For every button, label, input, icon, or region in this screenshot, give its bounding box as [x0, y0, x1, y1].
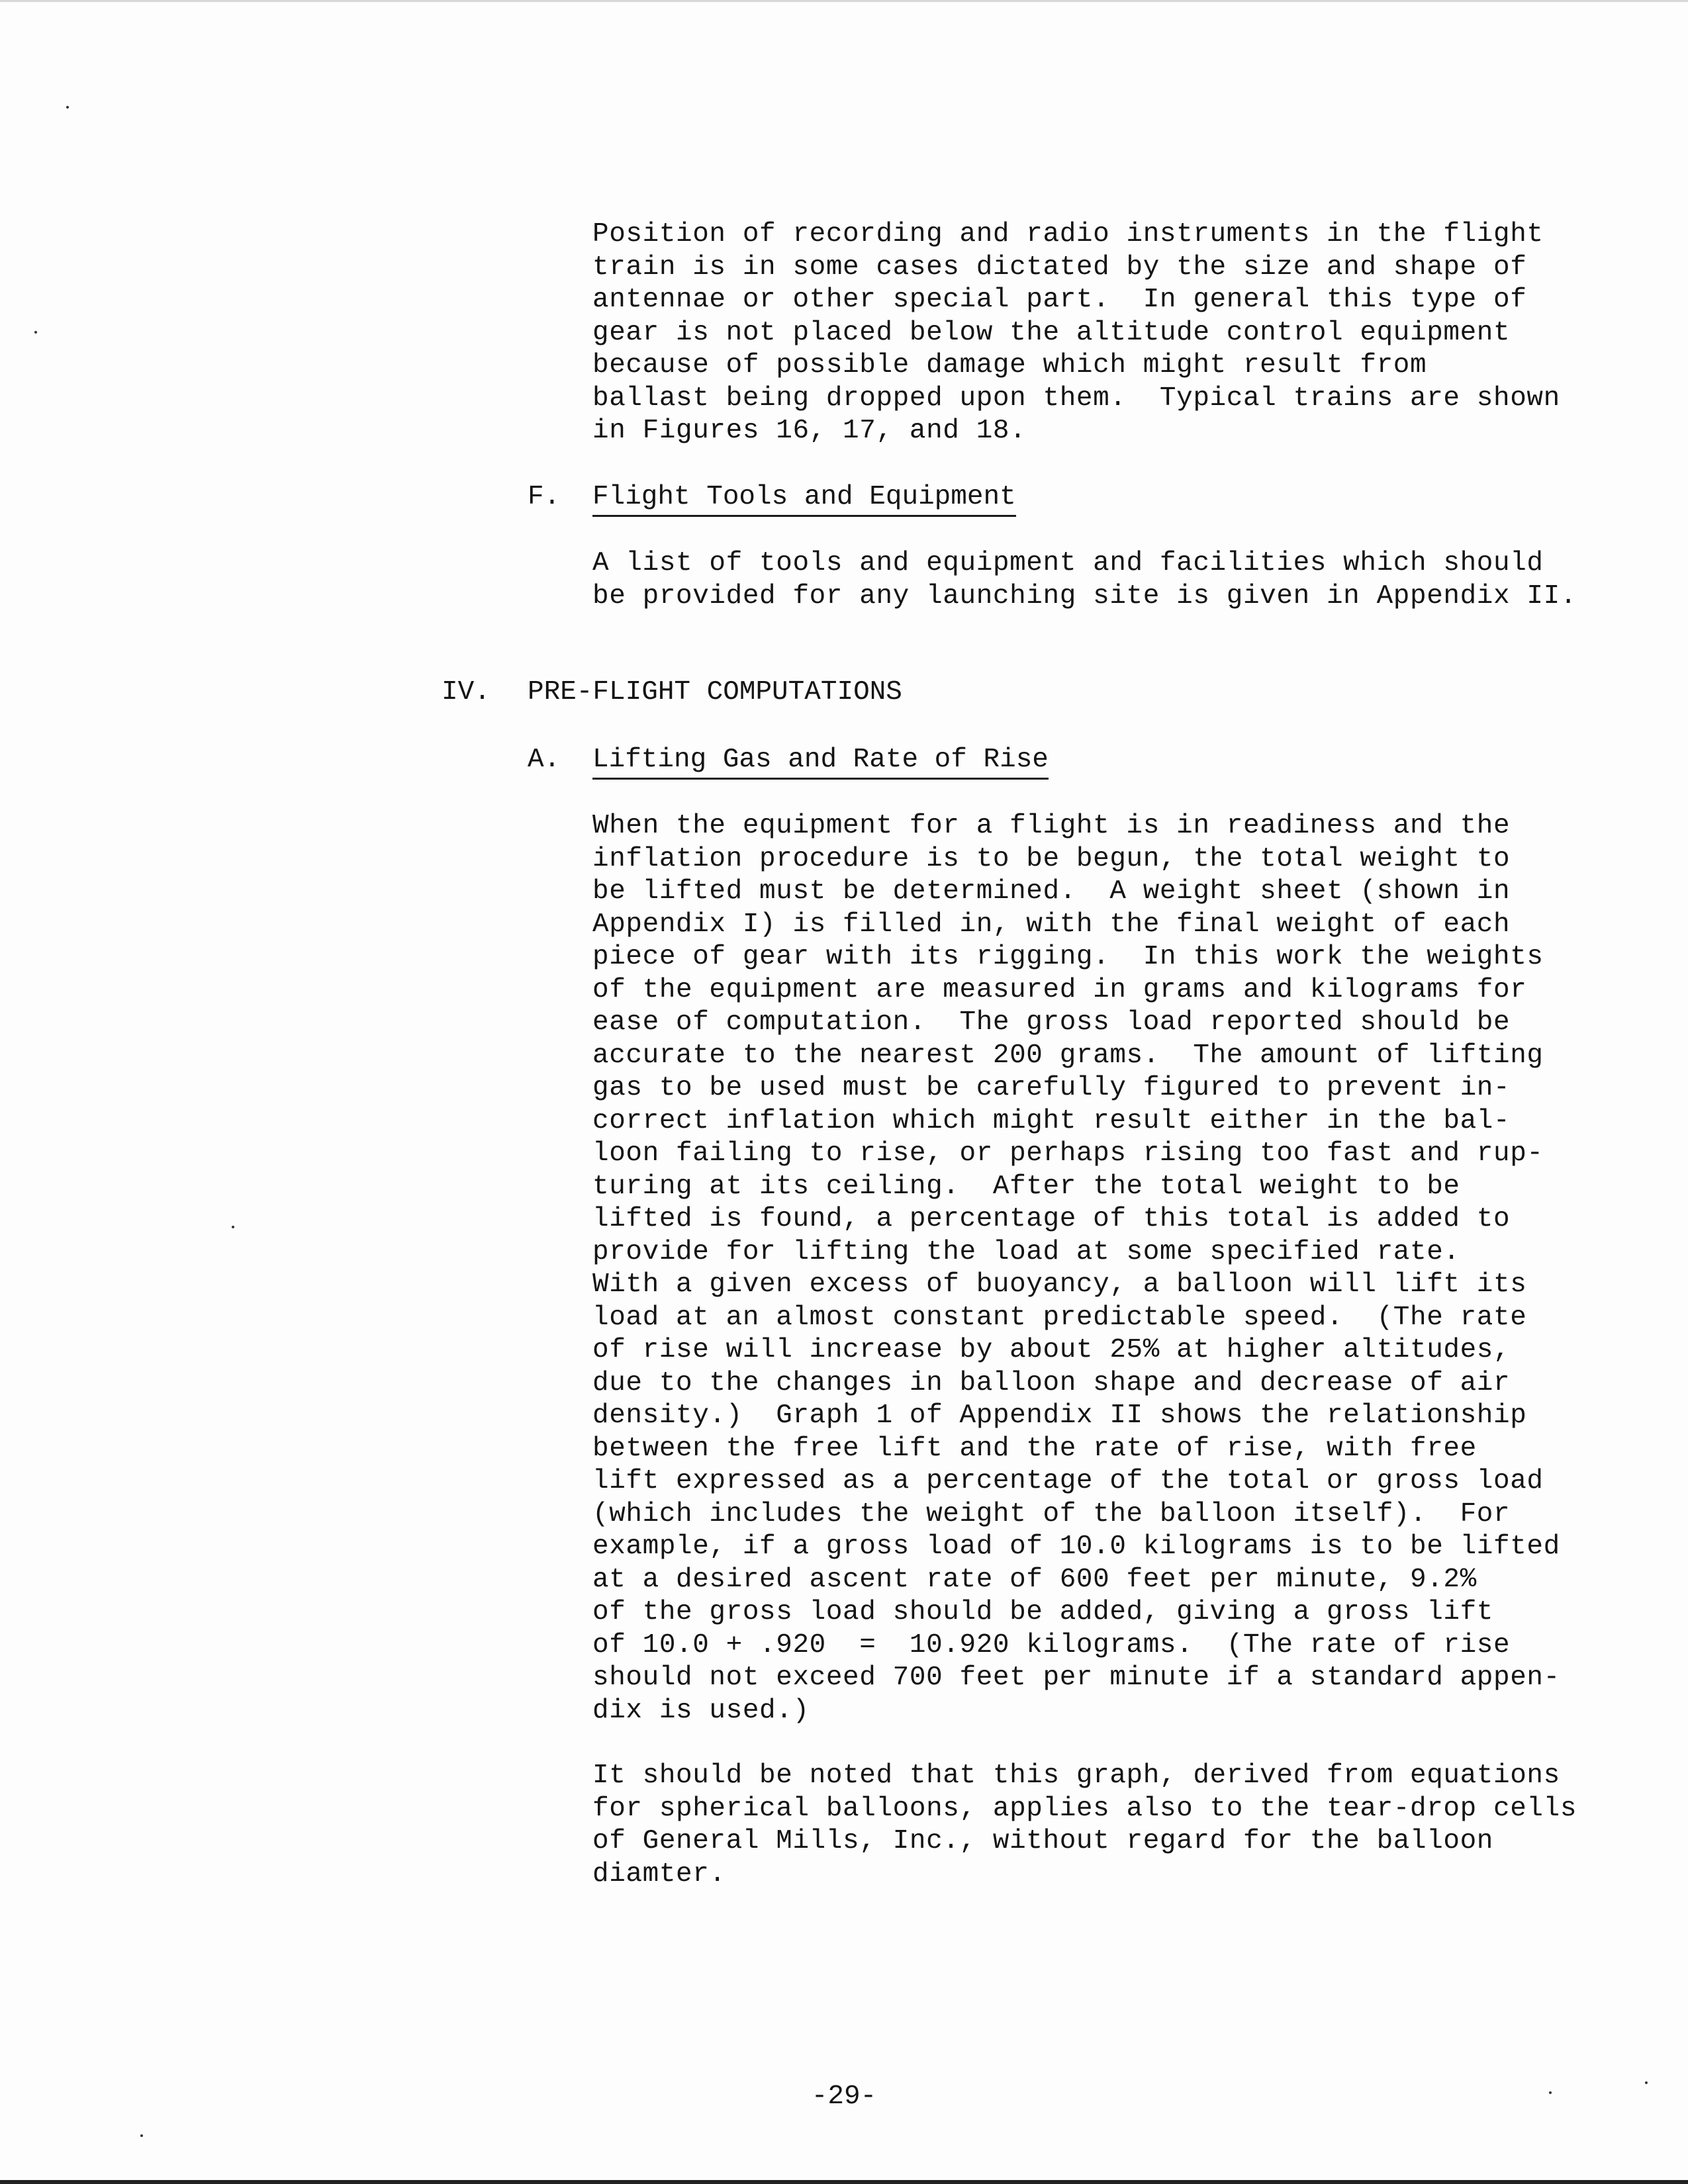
section-f-paragraph [592, 547, 1652, 613]
text-line: be provided for any launching site is given in Appendix II. [592, 580, 1577, 612]
scan-top-edge [0, 0, 1688, 2]
text-line: inflation procedure is to be begun, the total weight to [592, 843, 1511, 874]
text-line: dix is used.) [592, 1695, 810, 1726]
text-line: due to the changes in balloon shape and decrease of air [592, 1367, 1511, 1398]
text-line: of rise will increase by about 25% at higher altitudes, [592, 1335, 1511, 1365]
section-iv-title: PRE-FLIGHT COMPUTATIONS [528, 677, 902, 707]
intro-paragraph [592, 218, 1652, 448]
text-line: It should be noted that this graph, derived from equations [592, 1760, 1560, 1791]
page-number: -29- [811, 2081, 877, 2112]
text-line: of General Mills, Inc., without regard for the balloon [592, 1826, 1494, 1856]
scan-speck [1645, 2081, 1648, 2084]
text-line: (which includes the weight of the balloon itself). For [592, 1498, 1511, 1529]
scan-speck [34, 331, 37, 334]
text-line: antennae or other special part. In general this type of [592, 285, 1527, 315]
text-line: turing at its ceiling. After the total weight to be [592, 1171, 1460, 1202]
text-line: Position of recording and radio instruments in the flight [592, 219, 1544, 250]
scan-speck [66, 106, 69, 109]
section-a-title: Lifting Gas and Rate of Rise [592, 744, 1049, 780]
text-line: loon failing to rise, or perhaps rising too fast and rup- [592, 1138, 1544, 1169]
text-line: lifted is found, a percentage of this total is added to [592, 1204, 1511, 1234]
text-line: Appendix I) is filled in, with the final weight of each [592, 909, 1511, 940]
text-line: When the equipment for a flight is in readiness and the [592, 811, 1511, 841]
section-a-paragraph-1 [592, 810, 1652, 1727]
section-f-title: Flight Tools and Equipment [592, 481, 1016, 517]
text-line: should not exceed 700 feet per minute if a standard appen- [592, 1662, 1560, 1693]
text-line: density.) Graph 1 of Appendix II shows the relationship [592, 1400, 1527, 1431]
scan-bottom-edge [0, 2180, 1688, 2184]
scan-speck [232, 1226, 234, 1228]
text-line: at a desired ascent rate of 600 feet per minute, 9.2% [592, 1564, 1477, 1595]
text-line: gear is not placed below the altitude control equipment [592, 317, 1511, 348]
text-line: for spherical balloons, applies also to the tear-drop cells [592, 1793, 1577, 1824]
scan-speck [140, 2134, 143, 2137]
text-line: example, if a gross load of 10.0 kilograms is to be lifted [592, 1531, 1560, 1562]
text-line: train is in some cases dictated by the size and shape of [592, 251, 1527, 283]
text-line: correct inflation which might result either in the bal- [592, 1105, 1511, 1136]
text-line: diamter. [592, 1858, 726, 1889]
text-line: ballast being dropped upon them. Typical trains are shown [592, 383, 1560, 414]
text-line: accurate to the nearest 200 grams. The amount of lifting [592, 1040, 1544, 1071]
section-a-paragraph-2 [592, 1760, 1652, 1891]
text-line: between the free lift and the rate of rise, with free [592, 1433, 1477, 1464]
text-line: of the equipment are measured in grams and kilograms for [592, 974, 1527, 1005]
text-line: ease of computation. The gross load reported should be [592, 1007, 1511, 1038]
text-line: With a given excess of buoyancy, a balloon will lift its [592, 1269, 1527, 1300]
text-line: piece of gear with its rigging. In this work the weights [592, 942, 1544, 972]
section-a-label: A. [528, 745, 561, 775]
text-line: gas to be used must be carefully figured to prevent in- [592, 1073, 1511, 1103]
text-line: be lifted must be determined. A weight sheet (shown in [592, 876, 1511, 907]
text-line: in Figures 16, 17, and 18. [592, 416, 1027, 446]
text-line: provide for lifting the load at some specified rate. [592, 1236, 1460, 1267]
text-line: A list of tools and equipment and facilities which should [592, 548, 1544, 578]
text-line: load at an almost constant predictable speed. (The rate [592, 1302, 1527, 1333]
text-line: of the gross load should be added, giving a gross lift [592, 1597, 1494, 1627]
text-line: because of possible damage which might result from [592, 350, 1427, 381]
text-line: lift expressed as a percentage of the total or gross load [592, 1466, 1544, 1496]
section-iv-label: IV. [442, 677, 491, 707]
section-f-label: F. [528, 482, 561, 512]
text-line: of 10.0 + .920 = 10.920 kilograms. (The rate of rise [592, 1629, 1511, 1661]
scan-speck [1549, 2091, 1552, 2094]
